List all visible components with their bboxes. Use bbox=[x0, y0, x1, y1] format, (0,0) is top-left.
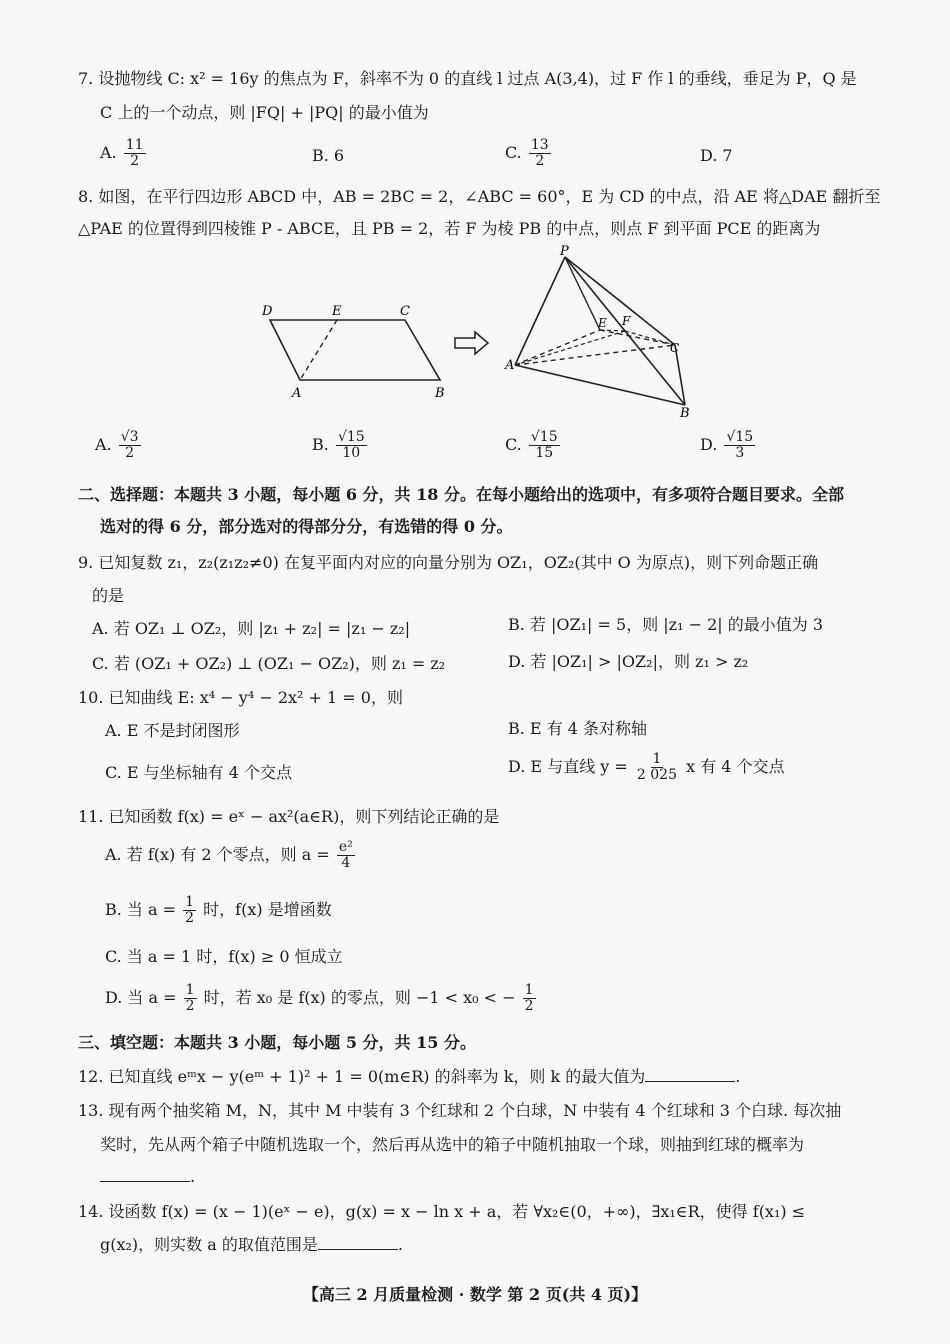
q8-option-d: D. $\frac{√15}{3}$ bbox=[700, 429, 754, 461]
q10-stem: 10. 已知曲线 E: x⁴ − y⁴ − 2x² + 1 = 0，则 bbox=[78, 688, 403, 707]
q8-option-b: B. $\frac{√15}{10}$ bbox=[312, 429, 365, 461]
q8-figure bbox=[250, 245, 710, 420]
q11-stem: 11. 已知函数 f(x) = eˣ − ax²(a∈R)，则下列结论正确的是 bbox=[78, 807, 500, 826]
label-p: P bbox=[560, 245, 569, 259]
q7-option-d: D. 7 bbox=[700, 146, 733, 165]
q11-d-fraction1: $\frac{1}{2}$ bbox=[185, 982, 195, 1014]
section3-heading: 三、填空题：本题共 3 小题，每小题 5 分，共 15 分。 bbox=[78, 1033, 476, 1052]
q7-stem-line1: 7. 设抛物线 C: x² = 16y 的焦点为 F，斜率不为 0 的直线 l 过点 A(3,4)，过 F 作 l 的垂线，垂足为 P，Q 是 bbox=[78, 69, 857, 88]
label-e2: E bbox=[598, 316, 607, 330]
q9-stem-line2: 的是 bbox=[92, 586, 125, 605]
q7-option-b: B. 6 bbox=[312, 146, 345, 165]
q12-stem: 12. 已知直线 eᵐx − y(eᵐ + 1)² + 1 = 0(m∈R) 的斜率为 k，则 k 的最大值为 . bbox=[78, 1067, 741, 1086]
q9-option-a: A. 若 OZ₁ ⊥ OZ₂，则 |z₁ + z₂| = |z₁ − z₂| bbox=[92, 619, 411, 638]
label-b: B bbox=[435, 386, 445, 401]
q7-option-a: A. $\frac{11}{2}$ bbox=[100, 137, 144, 169]
q7-option-c: C. $\frac{13}{2}$ bbox=[505, 137, 549, 169]
label-c2: C bbox=[670, 341, 680, 355]
pyramid-diagram bbox=[504, 245, 690, 420]
q11-a-fraction: $\frac{\text{e²}}{4}$ bbox=[338, 839, 353, 871]
q11-option-b: B. 当 a = $\frac{1}{2}$ 时，f(x) 是增函数 bbox=[105, 894, 332, 926]
q10-d-fraction: $\frac{1}{2 025}$ bbox=[636, 751, 678, 783]
q8-b-fraction: $\frac{√15}{10}$ bbox=[337, 429, 365, 461]
q10-option-a: A. E 不是封闭图形 bbox=[105, 721, 240, 740]
q7-c-fraction: $\frac{13}{2}$ bbox=[530, 137, 549, 169]
q13-stem-line2: 奖时，先从两个箱子中随机选取一个，然后再从选中的箱子中随机抽取一个球，则抽到红球的概率为 bbox=[100, 1135, 805, 1154]
q8-option-c: C. $\frac{√15}{15}$ bbox=[505, 429, 558, 461]
q9-option-d: D. 若 |OZ₁| > |OZ₂|，则 z₁ > z₂ bbox=[508, 652, 749, 671]
q13-answer-line: . bbox=[100, 1166, 195, 1188]
q11-option-d: D. 当 a = $\frac{1}{2}$ 时，若 x₀ 是 f(x) 的零点，则 −1 < x₀ < − $\frac{1}{2}$ bbox=[105, 982, 534, 1014]
q8-a-fraction: $\frac{√3}{2}$ bbox=[120, 429, 139, 461]
q12-answer-blank[interactable] bbox=[645, 1081, 735, 1082]
label-b2: B bbox=[680, 406, 690, 420]
q7-a-fraction: $\frac{11}{2}$ bbox=[125, 137, 144, 169]
q9-stem-line1: 9. 已知复数 z₁，z₂(z₁z₂≠0) 在复平面内对应的向量分别为 OZ₁，OZ₂(其中 O 为原点)，则下列命题正确 bbox=[78, 553, 819, 572]
right-arrow-icon bbox=[455, 332, 488, 354]
q14-stem-line2: g(x₂)，则实数 a 的取值范围是 . bbox=[100, 1235, 403, 1254]
label-e: E bbox=[332, 304, 342, 319]
q9-option-c: C. 若 (OZ₁ + OZ₂) ⊥ (OZ₁ − OZ₂)，则 z₁ = z₂ bbox=[92, 654, 446, 673]
q7-stem-line2: C 上的一个动点，则 |FQ| + |PQ| 的最小值为 bbox=[100, 103, 429, 122]
q14-stem-line1: 14. 设函数 f(x) = (x − 1)(eˣ − e)，g(x) = x − ln x + a，若 ∀x₂∈(0，+∞)，∃x₁∈R，使得 f(x₁) ≤ bbox=[78, 1202, 806, 1221]
label-f: F bbox=[622, 314, 631, 328]
q10-option-c: C. E 与坐标轴有 4 个交点 bbox=[105, 763, 292, 782]
section2-heading-line1: 二、选择题：本题共 3 小题，每小题 6 分，共 18 分。在每小题给出的选项中，有多项符合题目要求。全部 bbox=[78, 485, 844, 504]
q8-d-fraction: $\frac{√15}{3}$ bbox=[726, 429, 754, 461]
parallelogram-diagram bbox=[261, 304, 445, 401]
q10-option-b: B. E 有 4 条对称轴 bbox=[508, 719, 648, 738]
q11-option-c: C. 当 a = 1 时，f(x) ≥ 0 恒成立 bbox=[105, 947, 343, 966]
label-c: C bbox=[400, 304, 410, 319]
label-a: A bbox=[292, 386, 302, 401]
q8-c-fraction: $\frac{√15}{15}$ bbox=[530, 429, 558, 461]
q11-option-a: A. 若 f(x) 有 2 个零点，则 a = $\frac{\text{e²}}{4}$ bbox=[105, 839, 353, 871]
q11-d-fraction2: $\frac{1}{2}$ bbox=[524, 982, 534, 1014]
label-d: D bbox=[262, 304, 273, 319]
page-footer: 【高三 2 月质量检测 · 数学 第 2 页(共 4 页)】 bbox=[302, 1285, 648, 1304]
q10-option-d: D. E 与直线 y = $\frac{1}{2 025}$ x 有 4 个交点 bbox=[508, 751, 785, 783]
q11-b-fraction: $\frac{1}{2}$ bbox=[185, 894, 195, 926]
q8-option-a: A. $\frac{√3}{2}$ bbox=[95, 429, 139, 461]
label-a2: A bbox=[505, 358, 515, 373]
q8-stem-line1: 8. 如图，在平行四边形 ABCD 中，AB = 2BC = 2，∠ABC = 60°，E 为 CD 的中点，沿 AE 将△DAE 翻折至 bbox=[78, 187, 881, 206]
q9-option-b: B. 若 |OZ₁| = 5，则 |z₁ − 2| 的最小值为 3 bbox=[508, 615, 824, 634]
q14-answer-blank[interactable] bbox=[318, 1249, 398, 1250]
q13-answer-blank[interactable] bbox=[100, 1181, 190, 1182]
section2-heading-line2: 选对的得 6 分，部分选对的得部分分，有选错的得 0 分。 bbox=[100, 517, 513, 536]
q8-stem-line2: △PAE 的位置得到四棱锥 P - ABCE，且 PB = 2，若 F 为棱 PB 的中点，则点 F 到平面 PCE 的距离为 bbox=[78, 219, 821, 238]
q13-stem-line1: 13. 现有两个抽奖箱 M，N，其中 M 中装有 3 个红球和 2 个白球，N 中装有 4 个红球和 3 个白球. 每次抽 bbox=[78, 1101, 842, 1120]
